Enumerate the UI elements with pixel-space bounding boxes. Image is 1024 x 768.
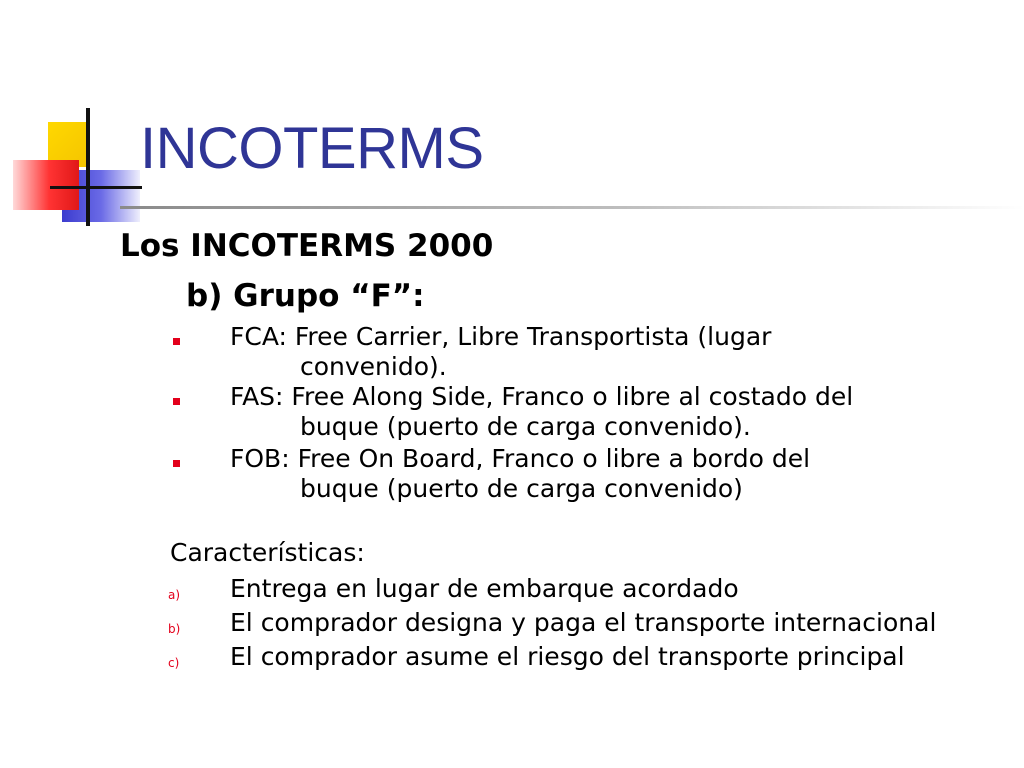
bullet-square-icon (173, 338, 180, 345)
heading: Los INCOTERMS 2000 (120, 228, 494, 264)
characteristics-title: Características: (170, 538, 365, 567)
bullet-fas-continued: buque (puerto de carga convenido). (300, 412, 751, 441)
list-marker: b) (168, 622, 181, 636)
bullet-fob: FOB: Free On Board, Franco o libre a bordo del (230, 444, 811, 473)
bullet-square-icon (173, 460, 180, 467)
bullet-fca-continued: convenido). (300, 352, 447, 381)
list-item: Entrega en lugar de embarque acordado (230, 574, 739, 603)
bullet-fob-continued: buque (puerto de carga convenido) (300, 474, 743, 503)
bullet-fca: FCA: Free Carrier, Libre Transportista (lugar (230, 322, 772, 351)
bullet-square-icon (173, 398, 180, 405)
list-item: El comprador designa y paga el transporte internacional (230, 608, 937, 637)
slide-title: INCOTERMS (140, 116, 484, 181)
bullet-fas: FAS: Free Along Side, Franco o libre al costado del (230, 382, 854, 411)
subheading: b) Grupo “F”: (186, 278, 425, 314)
list-marker: c) (168, 656, 180, 670)
list-marker: a) (168, 588, 181, 602)
list-item: El comprador asume el riesgo del transporte principal (230, 642, 905, 671)
